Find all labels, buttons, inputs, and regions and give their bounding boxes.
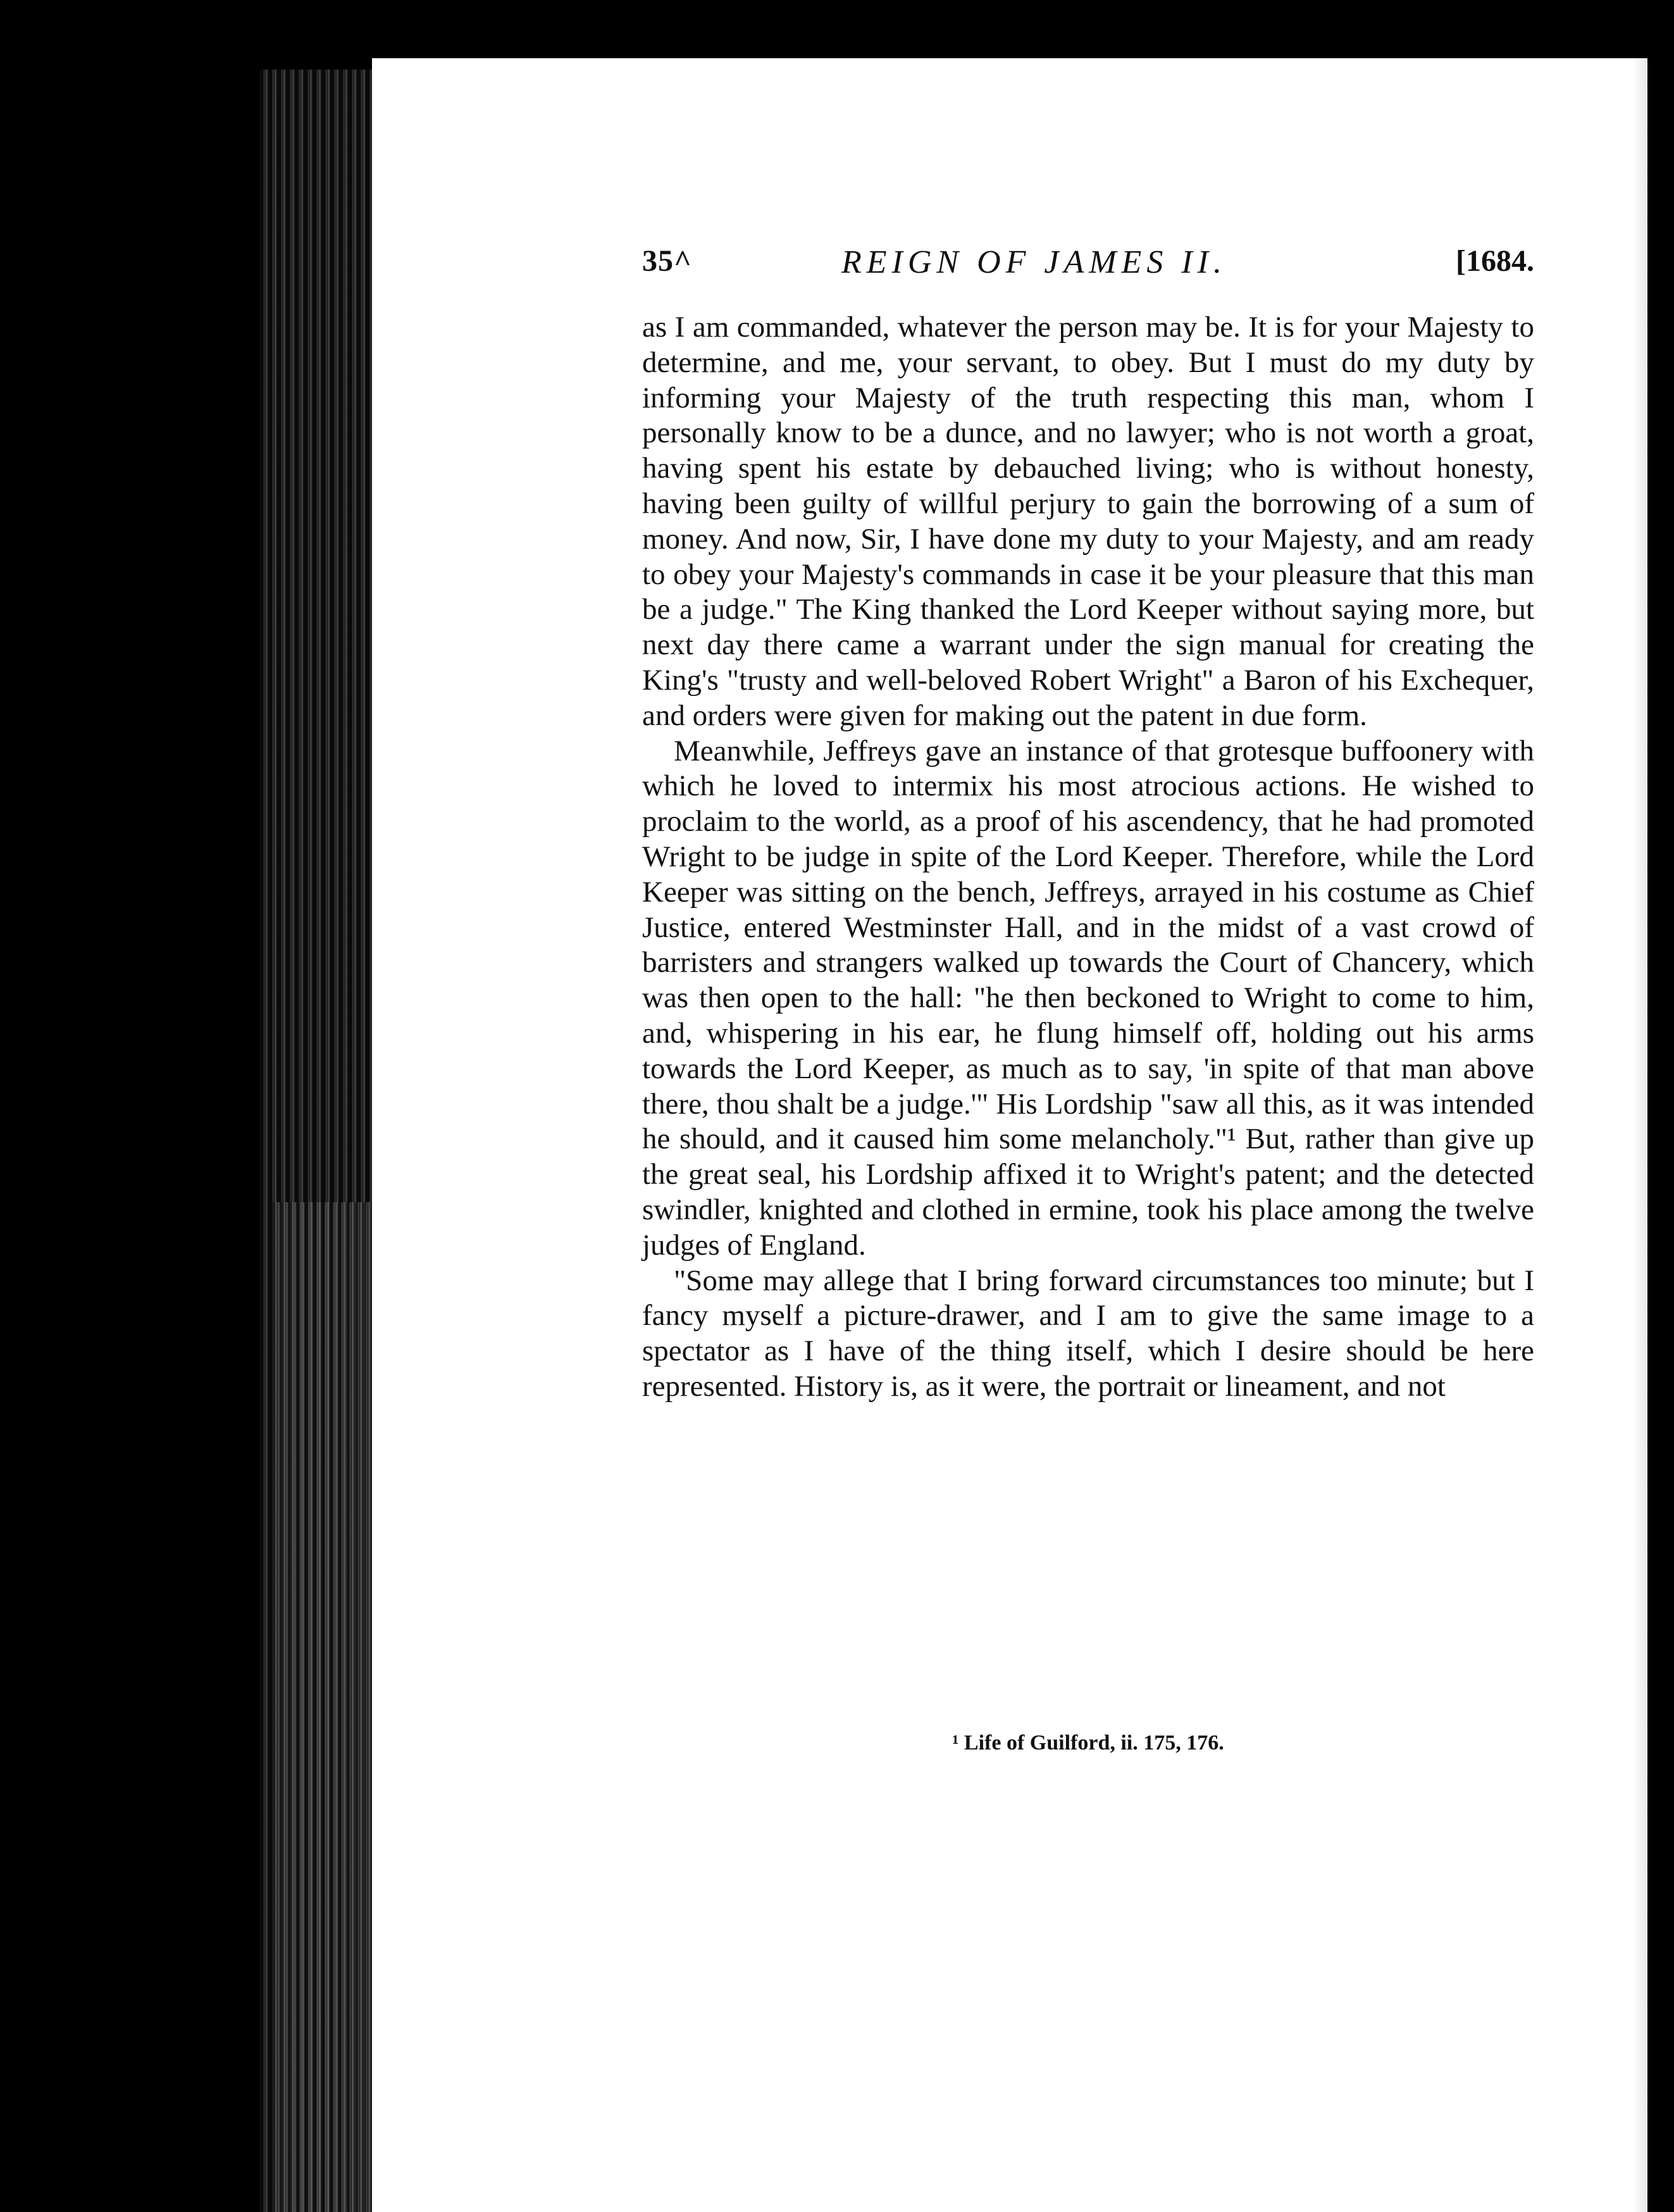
paragraph-2: Meanwhile, Jeffreys gave an instance of that grotesque buffoonery with which he loved to intermix his most atrocious actions. He wished to proclaim to the world, as a proof of his ascendency, that he had promoted Wright to be judge in spite of the Lord Keeper. Therefore, while the Lord Keeper was sitting on the bench, Jeffreys, arrayed in his costume as Chief Justice, entered Westminster Hall, and in the midst of a vast crowd of barristers and strangers walked up towards the Court of Chancery, which was then open to the hall: "he then beckoned to Wright to come to him, and, whispering in his ear, he flung himself off, holding out his arms towards the Lord Keeper, as much as to say, 'in spite of that man above there, thou shalt be a judge.'" His Lordship "saw all this, as it was intended he should, and it caused him some melancholy."¹ But, rather than give up the great seal, his Lordship affixed it to Wright's patent; and the detected swindler, knighted and clothed in ermine, took his place among the twelve judges of England. <box>642 734 1534 1262</box>
running-year: [1684. <box>1456 244 1534 278</box>
body-text <box>642 310 1534 1405</box>
running-title: REIGN OF JAMES II. <box>841 244 1227 280</box>
paragraph-3: "Some may allege that I bring forward circumstances too minute; but I fancy myself a picture-drawer, and I am to give the same image to a spectator as I have of the thing itself, which I desire should be here represented. History is, as it were, the portrait or lineament, and not <box>642 1264 1534 1403</box>
paragraph-1: as I am commanded, whatever the person may be. It is for your Majesty to determine, and me, your servant, to obey. But I must do my duty by informing your Majesty of the truth respecting this man, whom I personally know to be a dunce, and no lawyer; who is not worth a groat, having spent his estate by debauched living; who is without honesty, having been guilty of willful perjury to gain the borrowing of a sum of money. And now, Sir, I have done my duty to your Majesty, and am ready to obey your Majesty's commands in case it be your pleasure that this man be a judge." The King thanked the Lord Keeper without saying more, but next day there came a warrant under the sign manual for creating the King's "trusty and well-beloved Robert Wright" a Baron of his Exchequer, and orders were given for making out the patent in due form. <box>642 311 1534 732</box>
page-edges-lower <box>272 1202 373 2212</box>
running-head <box>642 244 1534 288</box>
page-number: 35^ <box>642 244 692 278</box>
footnote: ¹ Life of Guilford, ii. 175, 176. <box>952 1731 1224 1755</box>
page-right-edge <box>1632 58 1647 2212</box>
